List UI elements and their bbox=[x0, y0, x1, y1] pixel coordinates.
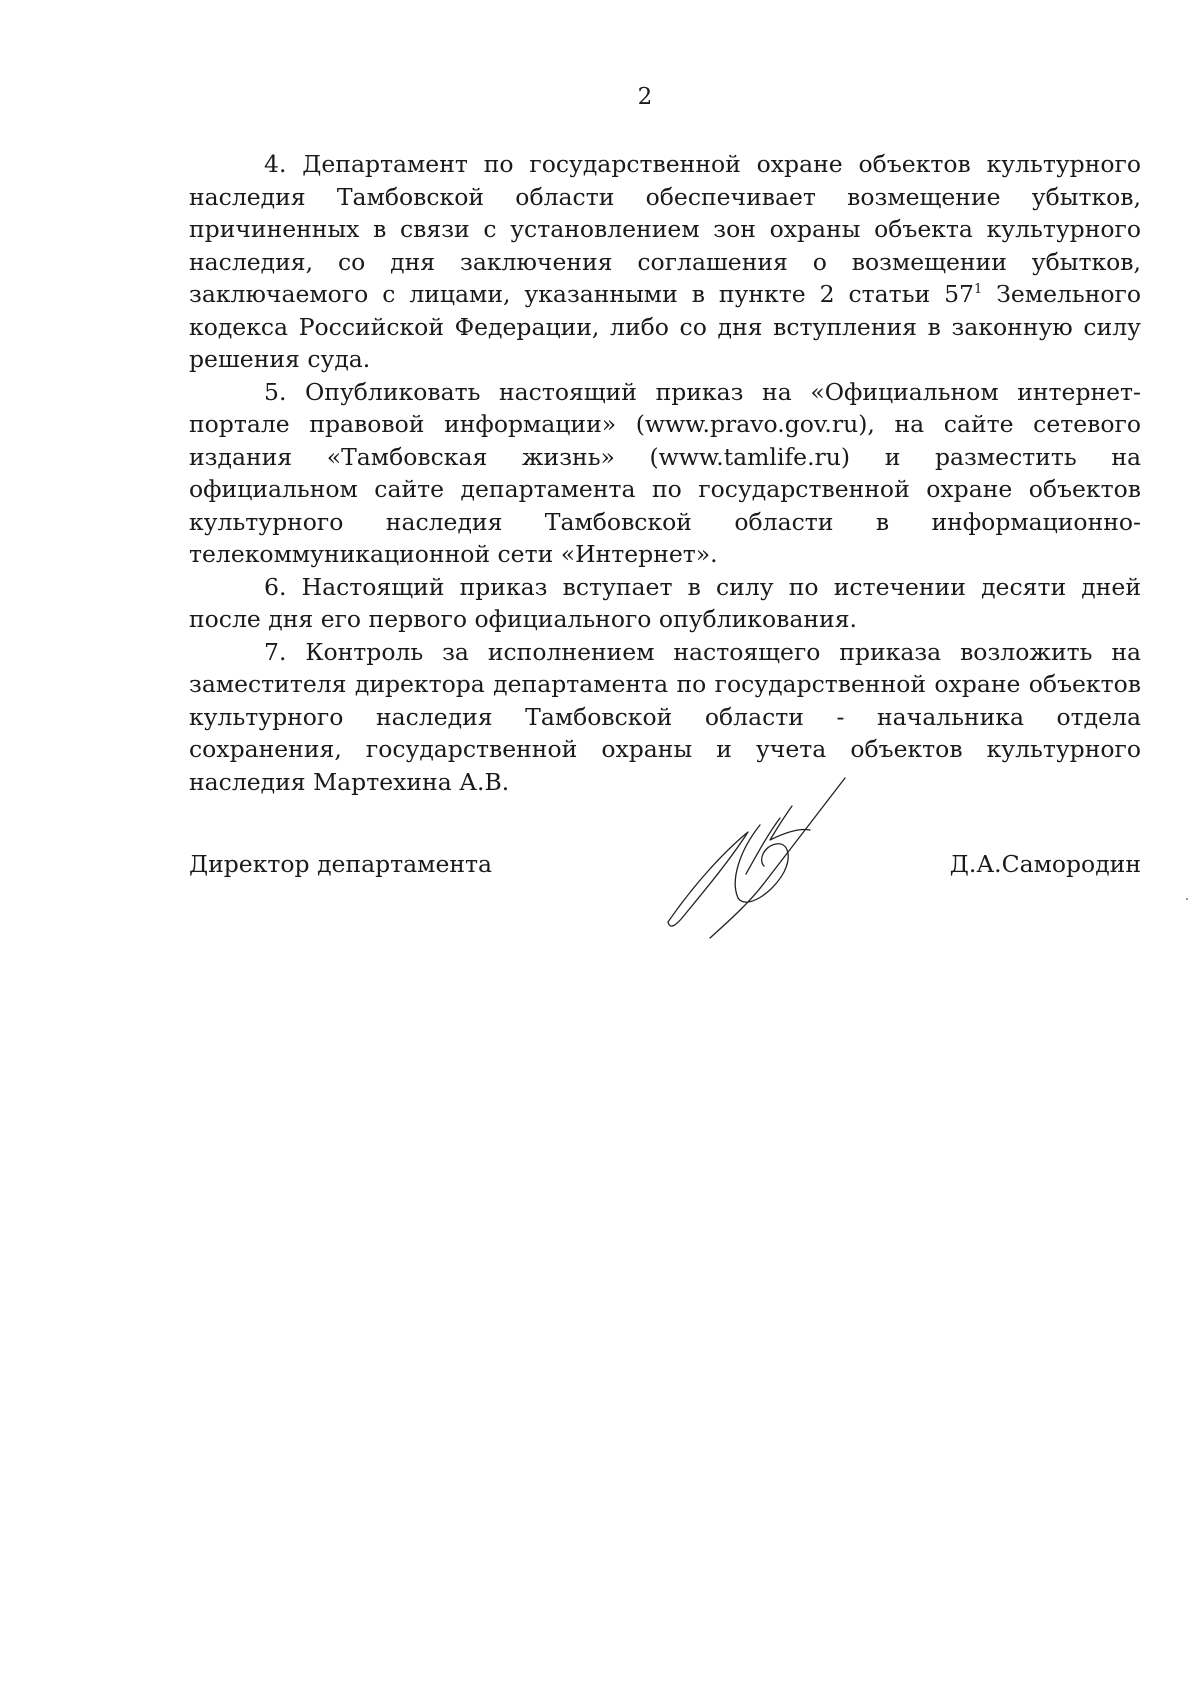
paragraph-4-main-text: 4. Департамент по государственной охране объектов культурного наследия Тамбовской области обеспечивает возмещение убытков, причиненных в связи с установлением зон охраны объекта культурного наследия, со дня заключения соглашения о возмещении убытков, заключаемого с лицами, указанными в пункте 2 статьи 57 bbox=[189, 150, 1141, 308]
signer-position: Директор департамента bbox=[189, 850, 493, 878]
paragraph-5: 5. Опубликовать настоящий приказ на «Официальном интернет-портале правовой информации» (www.pravo.gov.ru), на сайте сетевого издания «Тамбовская жизнь» (www.tamlife.ru) и разместить на официальном сайте департамента по государственной охране объектов культурного наследия Тамбовской области в информационно-телекоммуникационной сети «Интернет». bbox=[189, 377, 1141, 568]
paragraph-4 bbox=[189, 148, 1141, 376]
signer-name: Д.А.Самородин bbox=[949, 850, 1141, 878]
paragraph-4-rest-text: Земельного кодекса Российской Федерации, либо со дня вступления в законную силу решения суда. bbox=[189, 280, 1141, 373]
scan-speck bbox=[1186, 898, 1188, 900]
paragraph-6: 6. Настоящий приказ вступает в силу по истечении десяти дней после дня его первого официального опубликования. bbox=[189, 572, 1141, 633]
paragraph-7: 7. Контроль за исполнением настоящего приказа возложить на заместителя директора департамента по государственной охране объектов культурного наследия Тамбовской области - начальника отдела сохранения, государственной охраны и учета объектов культурного наследия Мартехина А.В. bbox=[189, 637, 1141, 796]
handwritten-signature bbox=[660, 770, 860, 940]
page-number: 2 bbox=[637, 84, 653, 110]
document-body bbox=[189, 148, 1141, 798]
article-superscript: 1 bbox=[974, 282, 983, 298]
